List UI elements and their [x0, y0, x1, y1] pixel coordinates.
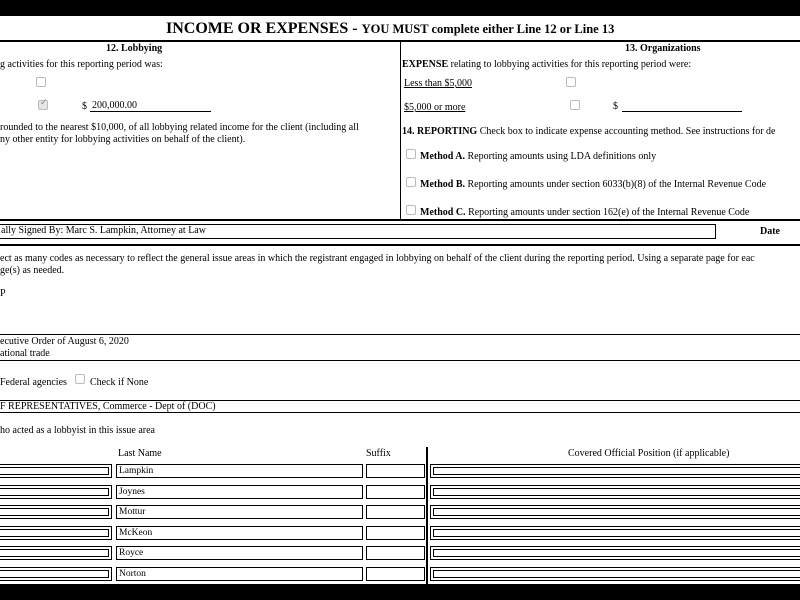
- specific-issues-line2: ational trade: [0, 348, 50, 359]
- expense-more-checkbox[interactable]: [570, 100, 580, 110]
- method-c-checkbox[interactable]: [406, 205, 416, 215]
- method-a-label: [420, 151, 656, 162]
- expense-less-label: Less than $5,000: [404, 78, 473, 89]
- signature-field[interactable]: [0, 224, 716, 239]
- issues-rule: [0, 244, 800, 246]
- position-field[interactable]: [430, 546, 800, 560]
- col-header-last-name: Last Name: [118, 448, 162, 459]
- reporting-label: [402, 126, 775, 137]
- reporting-bold: 14. REPORTING: [402, 126, 478, 137]
- federal-agencies-value: F REPRESENTATIVES, Commerce - Dept of (DOC): [0, 401, 216, 412]
- lobbying-note-line1: rounded to the nearest $10,000, of all lobbying related income for the client (including all: [0, 122, 359, 133]
- issue-rule-1: [0, 334, 800, 335]
- position-field[interactable]: [430, 505, 800, 519]
- col-header-position: Covered Official Position (if applicable): [568, 448, 730, 459]
- method-c-text: Reporting amounts under section 162(e) of the Internal Revenue Code: [465, 207, 750, 218]
- organizations-heading: 13. Organizations: [625, 43, 701, 54]
- method-c-bold: Method C.: [420, 207, 466, 218]
- expense-bold: EXPENSE: [402, 59, 449, 70]
- section-title: [166, 20, 614, 38]
- federal-agencies-label: Federal agencies: [0, 377, 67, 388]
- method-b-label: [420, 179, 766, 190]
- method-c-label: [420, 207, 749, 218]
- signature-rule: [0, 219, 800, 221]
- column-divider: [400, 40, 401, 220]
- specific-issues-line1: ecutive Order of August 6, 2020: [0, 336, 129, 347]
- suffix-field[interactable]: [366, 567, 425, 581]
- last-name-field[interactable]: Joynes: [116, 485, 363, 499]
- agencies-rule-bottom: [0, 412, 800, 413]
- lobbying-heading: 12. Lobbying: [106, 43, 163, 54]
- table-divider: [426, 447, 428, 584]
- organizations-expense-text: [402, 59, 691, 70]
- first-name-field[interactable]: [0, 526, 112, 540]
- lobbying-note-line2: ny other entity for lobbying activities on behalf of the client).: [0, 134, 246, 145]
- issue-instructions-line2: ge(s) as needed.: [0, 265, 65, 276]
- lobbying-intro: g activities for this reporting period was:: [0, 59, 163, 70]
- position-field[interactable]: [430, 464, 800, 478]
- lobbying-less-checkbox[interactable]: [36, 77, 46, 87]
- suffix-field[interactable]: [366, 546, 425, 560]
- issue-rule-2: [0, 360, 800, 361]
- first-name-field[interactable]: [0, 464, 112, 478]
- last-name-field[interactable]: Lampkin: [116, 464, 363, 478]
- method-a-bold: Method A.: [420, 151, 465, 162]
- signature-text: ally Signed By: Marc S. Lampkin, Attorney at Law: [1, 225, 206, 236]
- col-header-suffix: Suffix: [366, 448, 391, 459]
- suffix-field[interactable]: [366, 526, 425, 540]
- reporting-rest: Check box to indicate expense accounting method. See instructions for de: [477, 126, 776, 137]
- first-name-field[interactable]: [0, 567, 112, 581]
- method-b-checkbox[interactable]: [406, 177, 416, 187]
- expense-dollar-sign: $: [613, 101, 618, 112]
- check-if-none-checkbox[interactable]: [75, 374, 85, 384]
- position-field[interactable]: [430, 567, 800, 581]
- lobbyist-instructions: ho acted as a lobbyist in this issue area: [0, 425, 155, 436]
- expense-more-label: $5,000 or more: [404, 102, 466, 113]
- position-field[interactable]: [430, 526, 800, 540]
- method-b-bold: Method B.: [420, 179, 465, 190]
- last-name-field[interactable]: Norton: [116, 567, 363, 581]
- lobbying-amount-value: 200,000.00: [92, 100, 137, 111]
- first-name-field[interactable]: [0, 485, 112, 499]
- issue-instructions-line1: ect as many codes as necessary to reflect the general issue areas in which the registrant engaged in lobbying on behalf of the client during the reporting period. Using a separate page for eac: [0, 253, 755, 264]
- suffix-field[interactable]: [366, 485, 425, 499]
- lobbying-report-page: [0, 16, 800, 584]
- issue-code: P: [0, 288, 6, 299]
- suffix-field[interactable]: [366, 464, 425, 478]
- expense-less-checkbox[interactable]: [566, 77, 576, 87]
- expense-rest: relating to lobbying activities for this reporting period were:: [448, 59, 692, 70]
- last-name-field[interactable]: Royce: [116, 546, 363, 560]
- title-sub: YOU MUST complete either Line 12 or Line 13: [361, 22, 615, 36]
- lobbying-dollar-sign: $: [82, 101, 87, 112]
- lobbying-more-checkbox[interactable]: [38, 100, 48, 110]
- lobbying-amount-field[interactable]: [90, 100, 211, 112]
- suffix-field[interactable]: [366, 505, 425, 519]
- last-name-field[interactable]: McKeon: [116, 526, 363, 540]
- first-name-field[interactable]: [0, 546, 112, 560]
- last-name-field[interactable]: Mottur: [116, 505, 363, 519]
- first-name-field[interactable]: [0, 505, 112, 519]
- method-b-text: Reporting amounts under section 6033(b)(8) of the Internal Revenue Code: [465, 179, 767, 190]
- check-if-none-label: Check if None: [90, 377, 149, 388]
- expense-amount-field[interactable]: [622, 100, 742, 112]
- method-a-checkbox[interactable]: [406, 149, 416, 159]
- position-field[interactable]: [430, 485, 800, 499]
- method-a-text: Reporting amounts using LDA definitions only: [465, 151, 657, 162]
- title-main: INCOME OR EXPENSES -: [166, 20, 362, 37]
- date-label: Date: [760, 226, 780, 237]
